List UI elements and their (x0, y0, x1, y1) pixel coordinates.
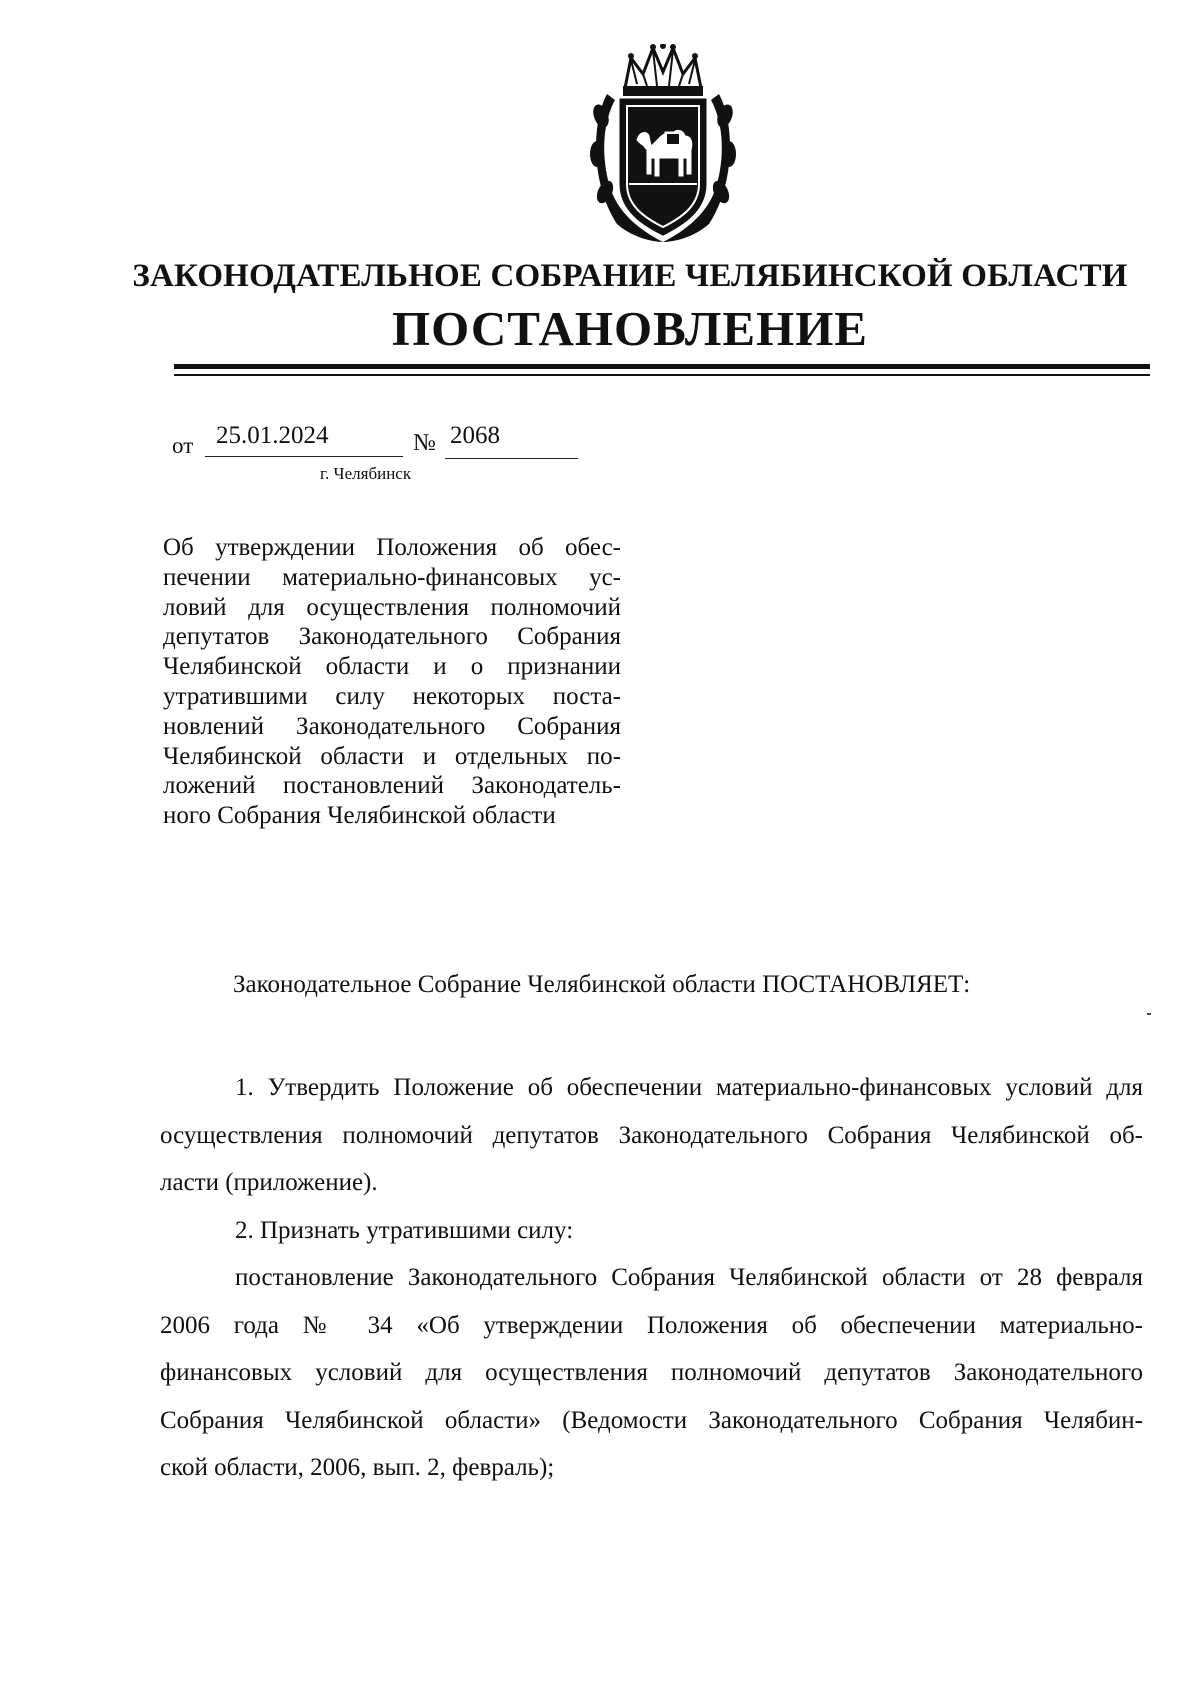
body-line: 2006 года № 34 «Об утверждении Положения об обеспечении материально- (160, 1311, 1143, 1339)
subject-line: Челябинской области и о признании (163, 653, 621, 681)
body-line: ской области, 2006, вып. 2, февраль); (160, 1454, 555, 1481)
organization-title: ЗАКОНОДАТЕЛЬНОЕ СОБРАНИЕ ЧЕЛЯБИНСКОЙ ОБЛАСТИ (132, 258, 1128, 294)
date-underline (205, 456, 403, 457)
document-type-title: ПОСТАНОВЛЕНИЕ (392, 301, 868, 356)
body-line: 2. Признать утратившими силу: (235, 1216, 574, 1244)
number-sign-label: № (413, 430, 436, 456)
subject-line: новлений Законодательного Собрания (163, 712, 621, 740)
header-divider-thin (174, 374, 1150, 376)
shield-icon (621, 100, 705, 234)
body-line: ласти (приложение). (160, 1169, 378, 1196)
subject-line: ного Собрания Челябинской области (163, 802, 556, 830)
scan-speck (1147, 1013, 1151, 1015)
document-date: 25.01.2024 (216, 422, 329, 449)
body-line: Собрания Челябинской области» (Ведомости Законодательного Собрания Челябин- (160, 1406, 1143, 1434)
number-underline (445, 458, 578, 459)
subject-line: Об утверждении Положения об обес- (163, 534, 621, 561)
coat-of-arms-emblem (587, 44, 739, 244)
subject-line: депутатов Законодательного Собрания (163, 623, 621, 651)
subject-line: утратившими силу некоторых поста- (163, 682, 621, 710)
body-line: финансовых условий для осуществления полномочий депутатов Законодательного (160, 1359, 1143, 1386)
document-subject (163, 533, 621, 831)
body-line: постановление Законодательного Собрания Челябинской области от 28 февраля (235, 1264, 1143, 1291)
subject-line: ложений постановлений Законодатель- (163, 772, 621, 800)
subject-line: Челябинской области и отдельных по- (163, 742, 621, 770)
header-divider-thick (174, 364, 1150, 369)
resolution-preamble: Законодательное Собрание Челябинской области ПОСТАНОВЛЯЕТ: (233, 971, 971, 998)
document-body (160, 1064, 1143, 1492)
crown-icon (623, 44, 703, 96)
document-city: г. Челябинск (320, 464, 412, 483)
document-number: 2068 (450, 422, 500, 449)
subject-line: печении материально-финансовых ус- (163, 563, 621, 591)
date-prefix-label: от (172, 433, 194, 458)
subject-line: ловий для осуществления полномочий (163, 593, 621, 621)
body-line: осуществления полномочий депутатов Законодательного Собрания Челябинской об- (160, 1121, 1143, 1149)
body-line: 1. Утвердить Положение об обеспечении материально-финансовых условий для (235, 1074, 1143, 1101)
